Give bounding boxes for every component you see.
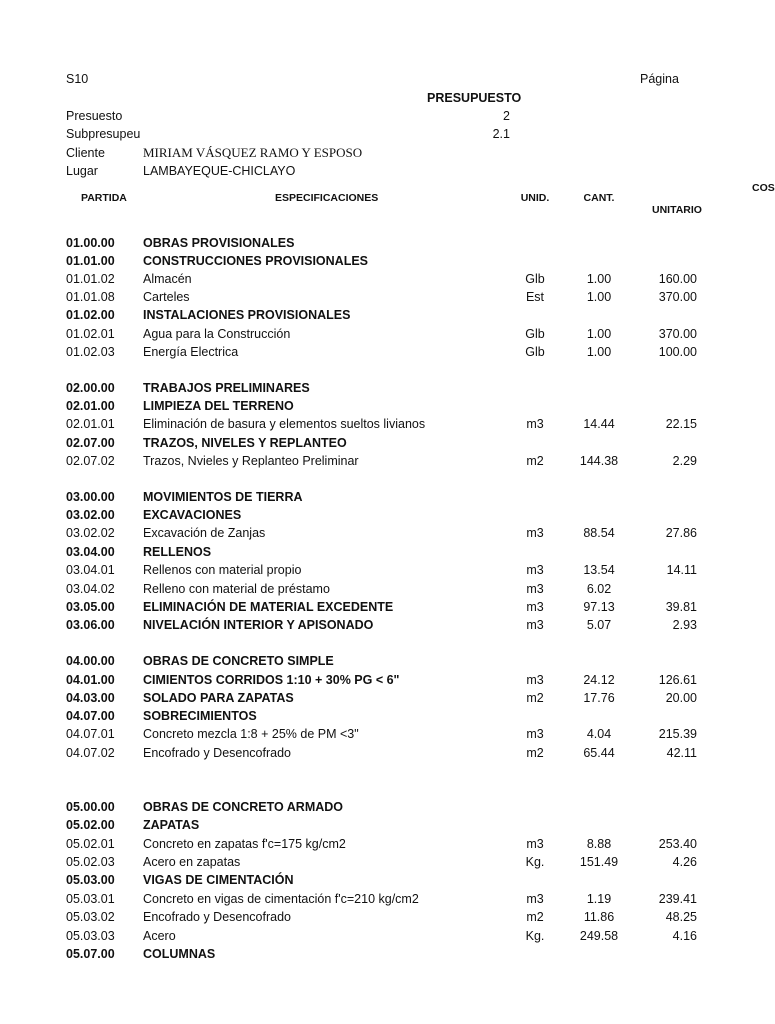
row-partida-code: 04.00.00 [66, 654, 115, 668]
row-cantidad: 1.00 [586, 272, 612, 286]
row-partida-code: 04.07.02 [66, 746, 115, 760]
column-header-especificaciones: ESPECIFICACIONES [275, 192, 379, 204]
row-costo-unitario: 2.29 [672, 454, 697, 468]
row-costo-unitario: 215.39 [658, 727, 697, 741]
row-especificacion: Eliminación de basura y elementos sueltos livianos [143, 417, 426, 431]
row-especificacion: LIMPIEZA DEL TERRENO [143, 399, 294, 413]
row-partida-code: 05.07.00 [66, 947, 115, 961]
row-cantidad: 13.54 [583, 563, 615, 577]
row-partida-code: 03.06.00 [66, 618, 115, 632]
row-cantidad: 144.38 [579, 454, 619, 468]
row-cantidad: 65.44 [583, 746, 615, 760]
row-especificacion: Concreto en zapatas f'c=175 kg/cm2 [143, 837, 346, 851]
row-partida-code: 04.07.00 [66, 709, 115, 723]
row-especificacion: Acero [143, 929, 176, 943]
row-cantidad: 97.13 [583, 600, 615, 614]
row-especificacion: Relleno con material de préstamo [143, 582, 330, 596]
row-especificacion: MOVIMIENTOS DE TIERRA [143, 490, 303, 504]
row-unidad: m3 [526, 727, 544, 741]
row-costo-unitario: 39.81 [665, 600, 697, 614]
row-partida-code: 01.00.00 [66, 236, 115, 250]
row-costo-unitario: 42.11 [666, 746, 697, 760]
column-header-partida: PARTIDA [81, 192, 127, 204]
row-partida-code: 05.03.02 [66, 910, 115, 924]
column-header-unitario: UNITARIO [652, 204, 702, 216]
row-unidad: m2 [526, 691, 544, 705]
row-especificacion: CONSTRUCCIONES PROVISIONALES [143, 254, 369, 268]
row-unidad: m3 [526, 417, 544, 431]
row-partida-code: 02.07.02 [66, 454, 115, 468]
row-especificacion: SOLADO PARA ZAPATAS [143, 691, 294, 705]
row-partida-code: 01.02.03 [66, 345, 115, 359]
row-costo-unitario: 4.26 [672, 855, 697, 869]
row-unidad: Est [525, 290, 545, 304]
row-especificacion: VIGAS DE CIMENTACIÓN [143, 873, 294, 887]
row-costo-unitario: 126.61 [658, 673, 697, 687]
row-cantidad: 11.86 [583, 910, 615, 924]
row-cantidad: 4.04 [586, 727, 612, 741]
row-unidad: Glb [525, 272, 545, 286]
row-costo-unitario: 27.86 [665, 526, 697, 540]
row-costo-unitario: 4.16 [672, 929, 697, 943]
row-cantidad: 14.44 [583, 417, 615, 431]
row-costo-unitario: 14.11 [666, 563, 697, 577]
row-unidad: m3 [526, 600, 544, 614]
row-partida-code: 01.01.02 [66, 272, 115, 286]
presupuesto-value: 2 [503, 109, 510, 123]
row-unidad: m3 [526, 892, 544, 906]
row-unidad: m3 [526, 563, 544, 577]
row-especificacion: Agua para la Construcción [143, 327, 291, 341]
row-partida-code: 04.01.00 [66, 673, 115, 687]
row-cantidad: 1.00 [586, 290, 612, 304]
row-unidad: m3 [526, 618, 544, 632]
cliente-value: MIRIAM VÁSQUEZ RAMO Y ESPOSO [143, 145, 363, 160]
row-unidad: m2 [526, 910, 544, 924]
row-partida-code: 03.00.00 [66, 490, 115, 504]
row-unidad: m3 [526, 526, 544, 540]
row-unidad: m3 [526, 837, 544, 851]
row-costo-unitario: 370.00 [658, 290, 697, 304]
row-especificacion: Rellenos con material propio [143, 563, 302, 577]
row-partida-code: 01.01.08 [66, 290, 115, 304]
row-especificacion: INSTALACIONES PROVISIONALES [143, 308, 351, 322]
row-partida-code: 05.02.00 [66, 818, 115, 832]
row-costo-unitario: 370.00 [658, 327, 697, 341]
row-especificacion: Encofrado y Desencofrado [143, 910, 292, 924]
column-header-cant: CANT. [583, 192, 615, 204]
row-cantidad: 151.49 [579, 855, 619, 869]
column-header-costo: COS [752, 182, 775, 194]
row-partida-code: 05.03.03 [66, 929, 115, 943]
row-partida-code: 01.02.00 [66, 308, 115, 322]
row-costo-unitario: 160.00 [658, 272, 697, 286]
row-partida-code: 03.04.02 [66, 582, 115, 596]
row-cantidad: 17.76 [583, 691, 615, 705]
row-costo-unitario: 239.41 [658, 892, 697, 906]
row-cantidad: 5.07 [586, 618, 612, 632]
row-costo-unitario: 253.40 [658, 837, 697, 851]
row-especificacion: Carteles [143, 290, 190, 304]
row-especificacion: OBRAS DE CONCRETO ARMADO [143, 800, 344, 814]
row-especificacion: Concreto mezcla 1:8 + 25% de PM <3" [143, 727, 359, 741]
row-especificacion: Encofrado y Desencofrado [143, 746, 292, 760]
document-title: PRESUPUESTO [427, 91, 522, 105]
row-partida-code: 03.04.01 [66, 563, 115, 577]
row-partida-code: 01.02.01 [66, 327, 115, 341]
row-unidad: Kg. [525, 929, 545, 943]
row-partida-code: 02.07.00 [66, 436, 115, 450]
row-cantidad: 8.88 [586, 837, 612, 851]
presupuesto-label: Presuesto [66, 109, 123, 123]
row-especificacion: COLUMNAS [143, 947, 216, 961]
row-especificacion: Trazos, Nvieles y Replanteo Preliminar [143, 454, 359, 468]
row-partida-code: 01.01.00 [66, 254, 115, 268]
row-costo-unitario: 22.15 [665, 417, 697, 431]
row-especificacion: ZAPATAS [143, 818, 200, 832]
lugar-label: Lugar [66, 164, 98, 178]
row-unidad: m2 [526, 746, 544, 760]
row-partida-code: 02.00.00 [66, 381, 115, 395]
row-unidad: Kg. [525, 855, 545, 869]
row-especificacion: EXCAVACIONES [143, 508, 242, 522]
row-especificacion: RELLENOS [143, 545, 212, 559]
row-partida-code: 05.02.03 [66, 855, 115, 869]
row-especificacion: CIMIENTOS CORRIDOS 1:10 + 30% PG < 6" [143, 673, 400, 687]
subpresupuesto-label: Subpresupeu [66, 127, 141, 141]
row-costo-unitario: 2.93 [672, 618, 697, 632]
row-especificacion: Acero en zapatas [143, 855, 241, 869]
row-especificacion: Almacén [143, 272, 192, 286]
row-unidad: m3 [526, 673, 544, 687]
page-label: Página [640, 72, 679, 86]
row-cantidad: 6.02 [586, 582, 612, 596]
row-especificacion: ELIMINACIÓN DE MATERIAL EXCEDENTE [143, 600, 394, 614]
row-especificacion: OBRAS DE CONCRETO SIMPLE [143, 654, 334, 668]
row-unidad: m3 [526, 582, 544, 596]
row-especificacion: NIVELACIÓN INTERIOR Y APISONADO [143, 618, 374, 632]
lugar-value: LAMBAYEQUE-CHICLAYO [143, 164, 296, 178]
row-partida-code: 05.03.00 [66, 873, 115, 887]
row-partida-code: 03.04.00 [66, 545, 115, 559]
row-costo-unitario: 100.00 [658, 345, 697, 359]
row-cantidad: 1.00 [586, 345, 612, 359]
row-partida-code: 04.03.00 [66, 691, 115, 705]
cliente-label: Cliente [66, 146, 105, 160]
row-partida-code: 04.07.01 [66, 727, 115, 741]
row-partida-code: 03.02.00 [66, 508, 115, 522]
row-cantidad: 24.12 [583, 673, 615, 687]
row-especificacion: TRAZOS, NIVELES Y REPLANTEO [143, 436, 347, 450]
row-costo-unitario: 20.00 [665, 691, 697, 705]
row-especificacion: Concreto en vigas de cimentación f'c=210 kg/cm2 [143, 892, 419, 906]
row-partida-code: 03.05.00 [66, 600, 115, 614]
row-partida-code: 05.02.01 [66, 837, 115, 851]
subpresupuesto-value: 2.1 [492, 127, 510, 141]
row-partida-code: 05.00.00 [66, 800, 115, 814]
column-header-unid: UNID. [520, 192, 550, 204]
row-especificacion: Energía Electrica [143, 345, 239, 359]
row-cantidad: 1.19 [586, 892, 612, 906]
row-cantidad: 88.54 [583, 526, 615, 540]
row-cantidad: 1.00 [586, 327, 612, 341]
row-especificacion: Excavación de Zanjas [143, 526, 266, 540]
row-partida-code: 02.01.00 [66, 399, 115, 413]
row-costo-unitario: 48.25 [665, 910, 697, 924]
row-partida-code: 03.02.02 [66, 526, 115, 540]
row-partida-code: 02.01.01 [66, 417, 115, 431]
row-unidad: Glb [525, 345, 545, 359]
row-unidad: m2 [526, 454, 544, 468]
row-partida-code: 05.03.01 [66, 892, 115, 906]
row-especificacion: TRABAJOS PRELIMINARES [143, 381, 310, 395]
system-label: S10 [66, 72, 89, 86]
row-unidad: Glb [525, 327, 545, 341]
row-cantidad: 249.58 [579, 929, 619, 943]
row-especificacion: OBRAS PROVISIONALES [143, 236, 295, 250]
row-especificacion: SOBRECIMIENTOS [143, 709, 257, 723]
